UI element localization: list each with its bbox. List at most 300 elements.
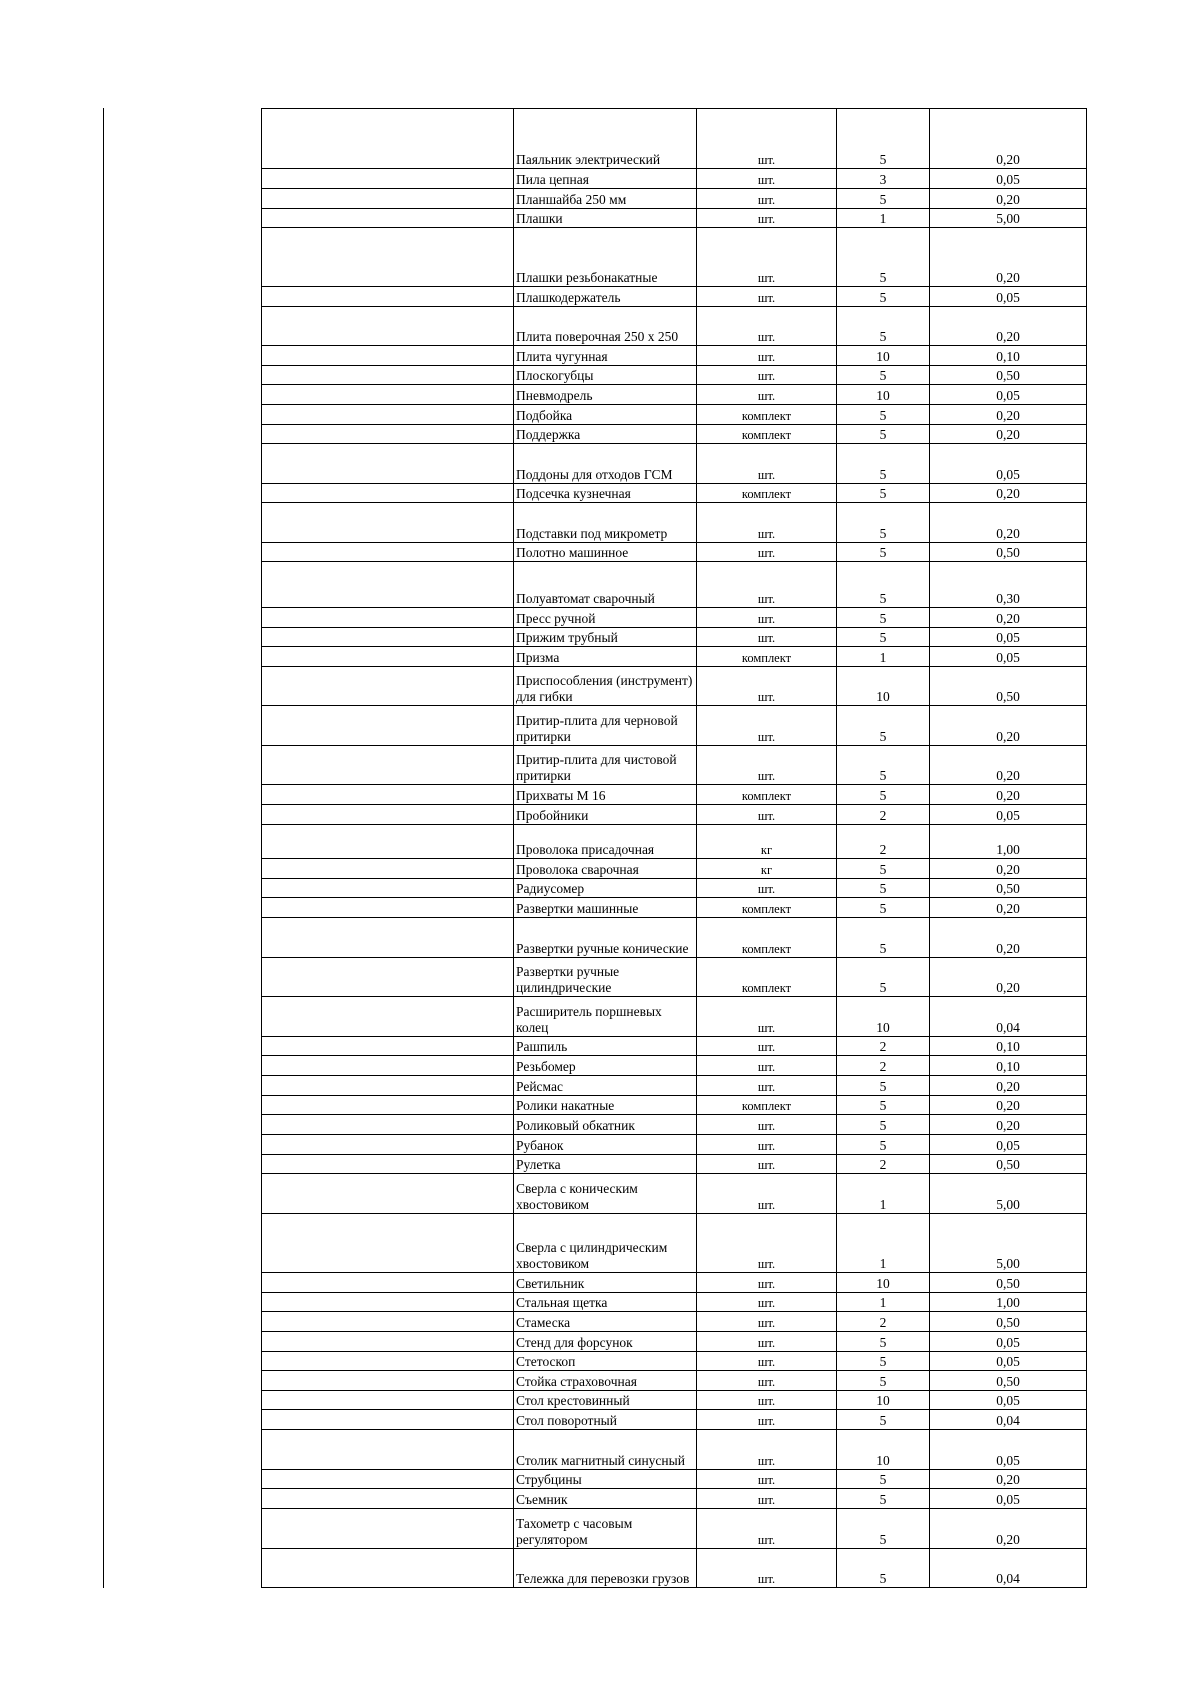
table-row bbox=[262, 1273, 1087, 1293]
norm-cell: 0,20 bbox=[930, 228, 1087, 287]
table-row bbox=[262, 169, 1087, 189]
unit-cell: комплект bbox=[697, 1096, 837, 1115]
blank-cell bbox=[262, 785, 514, 805]
unit-cell: шт. bbox=[697, 1332, 837, 1352]
table-row bbox=[262, 825, 1087, 859]
norm-cell: 0,50 bbox=[930, 1273, 1087, 1293]
item-name-cell: Сверла с цилиндрическим хвостовиком bbox=[514, 1214, 697, 1273]
unit-cell: шт. bbox=[697, 209, 837, 228]
blank-cell bbox=[262, 366, 514, 385]
table-row bbox=[262, 444, 1087, 484]
unit-cell: шт. bbox=[697, 667, 837, 706]
norm-cell: 0,10 bbox=[930, 1056, 1087, 1076]
blank-cell bbox=[262, 1076, 514, 1096]
norm-cell: 0,50 bbox=[930, 1155, 1087, 1174]
quantity-cell: 5 bbox=[837, 405, 930, 425]
norm-cell: 0,50 bbox=[930, 879, 1087, 898]
item-name-cell: Резьбомер bbox=[514, 1056, 697, 1076]
item-name-cell: Проволока сварочная bbox=[514, 859, 697, 879]
blank-cell bbox=[262, 503, 514, 543]
unit-cell: комплект bbox=[697, 898, 837, 918]
quantity-cell: 5 bbox=[837, 879, 930, 898]
blank-cell bbox=[262, 805, 514, 825]
item-name-cell: Развертки машинные bbox=[514, 898, 697, 918]
quantity-cell: 2 bbox=[837, 1056, 930, 1076]
table-row bbox=[262, 785, 1087, 805]
unit-cell: шт. bbox=[697, 746, 837, 785]
item-name-cell: Подставки под микрометр bbox=[514, 503, 697, 543]
quantity-cell: 5 bbox=[837, 1410, 930, 1430]
quantity-cell: 5 bbox=[837, 1509, 930, 1549]
quantity-cell: 5 bbox=[837, 706, 930, 746]
blank-cell bbox=[262, 1115, 514, 1135]
blank-cell bbox=[262, 1470, 514, 1489]
table-row bbox=[262, 1391, 1087, 1410]
item-name-cell: Ролики накатные bbox=[514, 1096, 697, 1115]
norm-cell: 0,20 bbox=[930, 706, 1087, 746]
table-row bbox=[262, 647, 1087, 667]
item-name-cell: Притир-плита для чистовой притирки bbox=[514, 746, 697, 785]
unit-cell: шт. bbox=[697, 805, 837, 825]
quantity-cell: 5 bbox=[837, 898, 930, 918]
item-name-cell: Тахометр с часовым регулятором bbox=[514, 1509, 697, 1549]
unit-cell: шт. bbox=[697, 1509, 837, 1549]
norm-cell: 0,05 bbox=[930, 1391, 1087, 1410]
unit-cell: шт. bbox=[697, 628, 837, 647]
norm-cell: 0,05 bbox=[930, 169, 1087, 189]
norm-cell: 0,05 bbox=[930, 805, 1087, 825]
quantity-cell: 5 bbox=[837, 366, 930, 385]
blank-cell bbox=[262, 1549, 514, 1588]
norm-cell: 0,20 bbox=[930, 484, 1087, 503]
item-name-cell: Подбойка bbox=[514, 405, 697, 425]
table-row bbox=[262, 805, 1087, 825]
quantity-cell: 5 bbox=[837, 1352, 930, 1371]
quantity-cell: 5 bbox=[837, 1076, 930, 1096]
unit-cell: комплект bbox=[697, 918, 837, 958]
table-row bbox=[262, 1115, 1087, 1135]
table-row bbox=[262, 706, 1087, 746]
blank-cell bbox=[262, 385, 514, 405]
norm-cell: 0,30 bbox=[930, 562, 1087, 608]
blank-cell bbox=[262, 859, 514, 879]
unit-cell: шт. bbox=[697, 346, 837, 366]
norm-cell: 0,20 bbox=[930, 503, 1087, 543]
unit-cell: шт. bbox=[697, 444, 837, 484]
blank-cell bbox=[262, 1293, 514, 1312]
unit-cell: шт. bbox=[697, 562, 837, 608]
quantity-cell: 5 bbox=[837, 1549, 930, 1588]
item-name-cell: Прижим трубный bbox=[514, 628, 697, 647]
blank-cell bbox=[262, 746, 514, 785]
unit-cell: шт. bbox=[697, 997, 837, 1037]
blank-cell bbox=[262, 997, 514, 1037]
table-row bbox=[262, 859, 1087, 879]
blank-cell bbox=[262, 209, 514, 228]
table-row bbox=[262, 667, 1087, 706]
quantity-cell: 5 bbox=[837, 958, 930, 997]
item-name-cell: Тележка для перевозки грузов bbox=[514, 1549, 697, 1588]
table-row bbox=[262, 307, 1087, 346]
unit-cell: комплект bbox=[697, 405, 837, 425]
table-row bbox=[262, 228, 1087, 287]
norm-cell: 0,20 bbox=[930, 859, 1087, 879]
item-name-cell: Прихваты М 16 bbox=[514, 785, 697, 805]
table-row bbox=[262, 1470, 1087, 1489]
item-name-cell: Рубанок bbox=[514, 1135, 697, 1155]
unit-cell: шт. bbox=[697, 1037, 837, 1056]
unit-cell: шт. bbox=[697, 1470, 837, 1489]
quantity-cell: 1 bbox=[837, 1293, 930, 1312]
quantity-cell: 5 bbox=[837, 189, 930, 209]
norm-cell: 0,50 bbox=[930, 543, 1087, 562]
blank-cell bbox=[262, 647, 514, 667]
quantity-cell: 1 bbox=[837, 209, 930, 228]
unit-cell: шт. bbox=[697, 1410, 837, 1430]
blank-cell bbox=[262, 228, 514, 287]
blank-cell bbox=[262, 1332, 514, 1352]
table-row bbox=[262, 1489, 1087, 1509]
unit-cell: комплект bbox=[697, 958, 837, 997]
table-row bbox=[262, 189, 1087, 209]
table-row bbox=[262, 1352, 1087, 1371]
item-name-cell: Пила цепная bbox=[514, 169, 697, 189]
norm-cell: 0,05 bbox=[930, 628, 1087, 647]
unit-cell: шт. bbox=[697, 1293, 837, 1312]
unit-cell: шт. bbox=[697, 1273, 837, 1293]
table-row bbox=[262, 1410, 1087, 1430]
item-name-cell: Проволока присадочная bbox=[514, 825, 697, 859]
unit-cell: шт. bbox=[697, 228, 837, 287]
item-name-cell: Стол поворотный bbox=[514, 1410, 697, 1430]
table-row bbox=[262, 1332, 1087, 1352]
table-row bbox=[262, 1096, 1087, 1115]
item-name-cell: Рейсмас bbox=[514, 1076, 697, 1096]
blank-cell bbox=[262, 1135, 514, 1155]
table-row bbox=[262, 209, 1087, 228]
item-name-cell: Стенд для форсунок bbox=[514, 1332, 697, 1352]
norm-cell: 0,50 bbox=[930, 366, 1087, 385]
quantity-cell: 5 bbox=[837, 444, 930, 484]
norm-cell: 0,20 bbox=[930, 898, 1087, 918]
quantity-cell: 5 bbox=[837, 859, 930, 879]
quantity-cell: 5 bbox=[837, 109, 930, 169]
blank-cell bbox=[262, 898, 514, 918]
table-row bbox=[262, 1509, 1087, 1549]
quantity-cell: 5 bbox=[837, 228, 930, 287]
item-name-cell: Съемник bbox=[514, 1489, 697, 1509]
unit-cell: комплект bbox=[697, 647, 837, 667]
item-name-cell: Развертки ручные конические bbox=[514, 918, 697, 958]
item-name-cell: Радиусомер bbox=[514, 879, 697, 898]
norm-cell: 0,20 bbox=[930, 109, 1087, 169]
blank-cell bbox=[262, 169, 514, 189]
unit-cell: шт. bbox=[697, 1430, 837, 1470]
blank-cell bbox=[262, 1430, 514, 1470]
quantity-cell: 2 bbox=[837, 1155, 930, 1174]
table-row bbox=[262, 1312, 1087, 1332]
unit-cell: шт. bbox=[697, 1155, 837, 1174]
item-name-cell: Подсечка кузнечная bbox=[514, 484, 697, 503]
norm-cell: 5,00 bbox=[930, 1174, 1087, 1214]
quantity-cell: 2 bbox=[837, 1037, 930, 1056]
quantity-cell: 10 bbox=[837, 667, 930, 706]
unit-cell: шт. bbox=[697, 1076, 837, 1096]
unit-cell: шт. bbox=[697, 1312, 837, 1332]
quantity-cell: 5 bbox=[837, 785, 930, 805]
blank-cell bbox=[262, 1312, 514, 1332]
norm-cell: 1,00 bbox=[930, 1293, 1087, 1312]
norm-cell: 0,04 bbox=[930, 997, 1087, 1037]
quantity-cell: 1 bbox=[837, 1174, 930, 1214]
blank-cell bbox=[262, 562, 514, 608]
quantity-cell: 10 bbox=[837, 346, 930, 366]
blank-cell bbox=[262, 307, 514, 346]
table-row bbox=[262, 1037, 1087, 1056]
blank-cell bbox=[262, 1155, 514, 1174]
item-name-cell: Светильник bbox=[514, 1273, 697, 1293]
norm-cell: 5,00 bbox=[930, 209, 1087, 228]
norm-cell: 0,20 bbox=[930, 425, 1087, 444]
norm-cell: 0,20 bbox=[930, 608, 1087, 628]
item-name-cell: Планшайба 250 мм bbox=[514, 189, 697, 209]
table-row bbox=[262, 503, 1087, 543]
blank-cell bbox=[262, 287, 514, 307]
item-name-cell: Полотно машинное bbox=[514, 543, 697, 562]
blank-cell bbox=[262, 628, 514, 647]
norm-cell: 0,20 bbox=[930, 1509, 1087, 1549]
table-row bbox=[262, 1430, 1087, 1470]
blank-cell bbox=[262, 958, 514, 997]
norm-cell: 0,05 bbox=[930, 647, 1087, 667]
table-row bbox=[262, 543, 1087, 562]
quantity-cell: 5 bbox=[837, 1371, 930, 1391]
norm-cell: 0,20 bbox=[930, 1076, 1087, 1096]
quantity-cell: 5 bbox=[837, 484, 930, 503]
item-name-cell: Поддоны для отходов ГСМ bbox=[514, 444, 697, 484]
norm-cell: 0,05 bbox=[930, 287, 1087, 307]
quantity-cell: 5 bbox=[837, 543, 930, 562]
unit-cell: шт. bbox=[697, 706, 837, 746]
unit-cell: шт. bbox=[697, 1489, 837, 1509]
norm-cell: 0,05 bbox=[930, 385, 1087, 405]
norm-cell: 0,05 bbox=[930, 1489, 1087, 1509]
quantity-cell: 5 bbox=[837, 608, 930, 628]
quantity-cell: 5 bbox=[837, 562, 930, 608]
table-row bbox=[262, 405, 1087, 425]
blank-cell bbox=[262, 1056, 514, 1076]
table-row bbox=[262, 562, 1087, 608]
blank-cell bbox=[262, 825, 514, 859]
table-row bbox=[262, 879, 1087, 898]
norm-cell: 0,05 bbox=[930, 444, 1087, 484]
left-margin-line bbox=[103, 108, 104, 1588]
quantity-cell: 10 bbox=[837, 1273, 930, 1293]
table-row bbox=[262, 958, 1087, 997]
table-row bbox=[262, 346, 1087, 366]
item-name-cell: Стетоскоп bbox=[514, 1352, 697, 1371]
item-name-cell: Рулетка bbox=[514, 1155, 697, 1174]
unit-cell: шт. bbox=[697, 1391, 837, 1410]
item-name-cell: Сверла с коническим хвостовиком bbox=[514, 1174, 697, 1214]
unit-cell: шт. bbox=[697, 1056, 837, 1076]
table-row bbox=[262, 484, 1087, 503]
table-row bbox=[262, 918, 1087, 958]
unit-cell: шт. bbox=[697, 1115, 837, 1135]
unit-cell: шт. bbox=[697, 169, 837, 189]
quantity-cell: 1 bbox=[837, 1214, 930, 1273]
unit-cell: шт. bbox=[697, 287, 837, 307]
table-row bbox=[262, 1293, 1087, 1312]
unit-cell: комплект bbox=[697, 425, 837, 444]
blank-cell bbox=[262, 1410, 514, 1430]
unit-cell: шт. bbox=[697, 385, 837, 405]
quantity-cell: 2 bbox=[837, 805, 930, 825]
quantity-cell: 5 bbox=[837, 287, 930, 307]
unit-cell: комплект bbox=[697, 785, 837, 805]
unit-cell: шт. bbox=[697, 109, 837, 169]
blank-cell bbox=[262, 1214, 514, 1273]
blank-cell bbox=[262, 405, 514, 425]
norm-cell: 0,05 bbox=[930, 1430, 1087, 1470]
norm-cell: 0,50 bbox=[930, 1312, 1087, 1332]
unit-cell: шт. bbox=[697, 1371, 837, 1391]
norm-cell: 1,00 bbox=[930, 825, 1087, 859]
item-name-cell: Роликовый обкатник bbox=[514, 1115, 697, 1135]
item-name-cell: Рашпиль bbox=[514, 1037, 697, 1056]
item-name-cell: Притир-плита для черновой притирки bbox=[514, 706, 697, 746]
blank-cell bbox=[262, 706, 514, 746]
norm-cell: 0,20 bbox=[930, 1096, 1087, 1115]
table-row bbox=[262, 1174, 1087, 1214]
norm-cell: 0,05 bbox=[930, 1332, 1087, 1352]
quantity-cell: 5 bbox=[837, 1115, 930, 1135]
table-row bbox=[262, 1076, 1087, 1096]
item-name-cell: Развертки ручные цилиндрические bbox=[514, 958, 697, 997]
table-row bbox=[262, 287, 1087, 307]
blank-cell bbox=[262, 1391, 514, 1410]
norm-cell: 0,10 bbox=[930, 346, 1087, 366]
blank-cell bbox=[262, 1037, 514, 1056]
blank-cell bbox=[262, 1096, 514, 1115]
unit-cell: шт. bbox=[697, 189, 837, 209]
item-name-cell: Стойка страховочная bbox=[514, 1371, 697, 1391]
quantity-cell: 5 bbox=[837, 503, 930, 543]
table-row bbox=[262, 746, 1087, 785]
quantity-cell: 5 bbox=[837, 918, 930, 958]
blank-cell bbox=[262, 1371, 514, 1391]
item-name-cell: Приспособления (инструмент) для гибки bbox=[514, 667, 697, 706]
table-row bbox=[262, 1155, 1087, 1174]
norm-cell: 0,50 bbox=[930, 1371, 1087, 1391]
quantity-cell: 5 bbox=[837, 1332, 930, 1352]
quantity-cell: 5 bbox=[837, 425, 930, 444]
blank-cell bbox=[262, 1174, 514, 1214]
item-name-cell: Плашкодержатель bbox=[514, 287, 697, 307]
item-name-cell: Полуавтомат сварочный bbox=[514, 562, 697, 608]
norm-cell: 0,20 bbox=[930, 1470, 1087, 1489]
item-name-cell: Струбцины bbox=[514, 1470, 697, 1489]
norm-cell: 0,20 bbox=[930, 958, 1087, 997]
norm-cell: 0,04 bbox=[930, 1549, 1087, 1588]
norm-cell: 0,20 bbox=[930, 746, 1087, 785]
blank-cell bbox=[262, 346, 514, 366]
quantity-cell: 5 bbox=[837, 628, 930, 647]
blank-cell bbox=[262, 1489, 514, 1509]
quantity-cell: 10 bbox=[837, 385, 930, 405]
equipment-table bbox=[261, 108, 1087, 1588]
norm-cell: 0,05 bbox=[930, 1352, 1087, 1371]
unit-cell: шт. bbox=[697, 366, 837, 385]
quantity-cell: 5 bbox=[837, 746, 930, 785]
norm-cell: 5,00 bbox=[930, 1214, 1087, 1273]
blank-cell bbox=[262, 918, 514, 958]
unit-cell: шт. bbox=[697, 1214, 837, 1273]
norm-cell: 0,20 bbox=[930, 1115, 1087, 1135]
norm-cell: 0,04 bbox=[930, 1410, 1087, 1430]
quantity-cell: 5 bbox=[837, 1470, 930, 1489]
norm-cell: 0,50 bbox=[930, 667, 1087, 706]
item-name-cell: Столик магнитный синусный bbox=[514, 1430, 697, 1470]
unit-cell: шт. bbox=[697, 879, 837, 898]
norm-cell: 0,20 bbox=[930, 785, 1087, 805]
item-name-cell: Плита поверочная 250 х 250 bbox=[514, 307, 697, 346]
table-row bbox=[262, 385, 1087, 405]
item-name-cell: Плашки bbox=[514, 209, 697, 228]
blank-cell bbox=[262, 667, 514, 706]
blank-cell bbox=[262, 543, 514, 562]
quantity-cell: 2 bbox=[837, 825, 930, 859]
quantity-cell: 5 bbox=[837, 1489, 930, 1509]
quantity-cell: 2 bbox=[837, 1312, 930, 1332]
table-row bbox=[262, 898, 1087, 918]
item-name-cell: Стамеска bbox=[514, 1312, 697, 1332]
item-name-cell: Паяльник электрический bbox=[514, 109, 697, 169]
unit-cell: шт. bbox=[697, 307, 837, 346]
blank-cell bbox=[262, 1509, 514, 1549]
norm-cell: 0,20 bbox=[930, 189, 1087, 209]
quantity-cell: 3 bbox=[837, 169, 930, 189]
norm-cell: 0,10 bbox=[930, 1037, 1087, 1056]
table-row bbox=[262, 628, 1087, 647]
unit-cell: шт. bbox=[697, 543, 837, 562]
item-name-cell: Пресс ручной bbox=[514, 608, 697, 628]
item-name-cell: Стальная щетка bbox=[514, 1293, 697, 1312]
unit-cell: комплект bbox=[697, 484, 837, 503]
unit-cell: шт. bbox=[697, 1549, 837, 1588]
blank-cell bbox=[262, 189, 514, 209]
table-row bbox=[262, 1214, 1087, 1273]
table-row bbox=[262, 608, 1087, 628]
blank-cell bbox=[262, 608, 514, 628]
item-name-cell: Плита чугунная bbox=[514, 346, 697, 366]
unit-cell: кг bbox=[697, 859, 837, 879]
table-row bbox=[262, 366, 1087, 385]
norm-cell: 0,20 bbox=[930, 918, 1087, 958]
item-name-cell: Пневмодрель bbox=[514, 385, 697, 405]
norm-cell: 0,20 bbox=[930, 405, 1087, 425]
item-name-cell: Плоскогубцы bbox=[514, 366, 697, 385]
quantity-cell: 10 bbox=[837, 1430, 930, 1470]
equipment-table-body bbox=[262, 109, 1087, 1588]
blank-cell bbox=[262, 484, 514, 503]
blank-cell bbox=[262, 879, 514, 898]
unit-cell: шт. bbox=[697, 503, 837, 543]
unit-cell: шт. bbox=[697, 1135, 837, 1155]
norm-cell: 0,05 bbox=[930, 1135, 1087, 1155]
table-row bbox=[262, 109, 1087, 169]
item-name-cell: Расширитель поршневых колец bbox=[514, 997, 697, 1037]
